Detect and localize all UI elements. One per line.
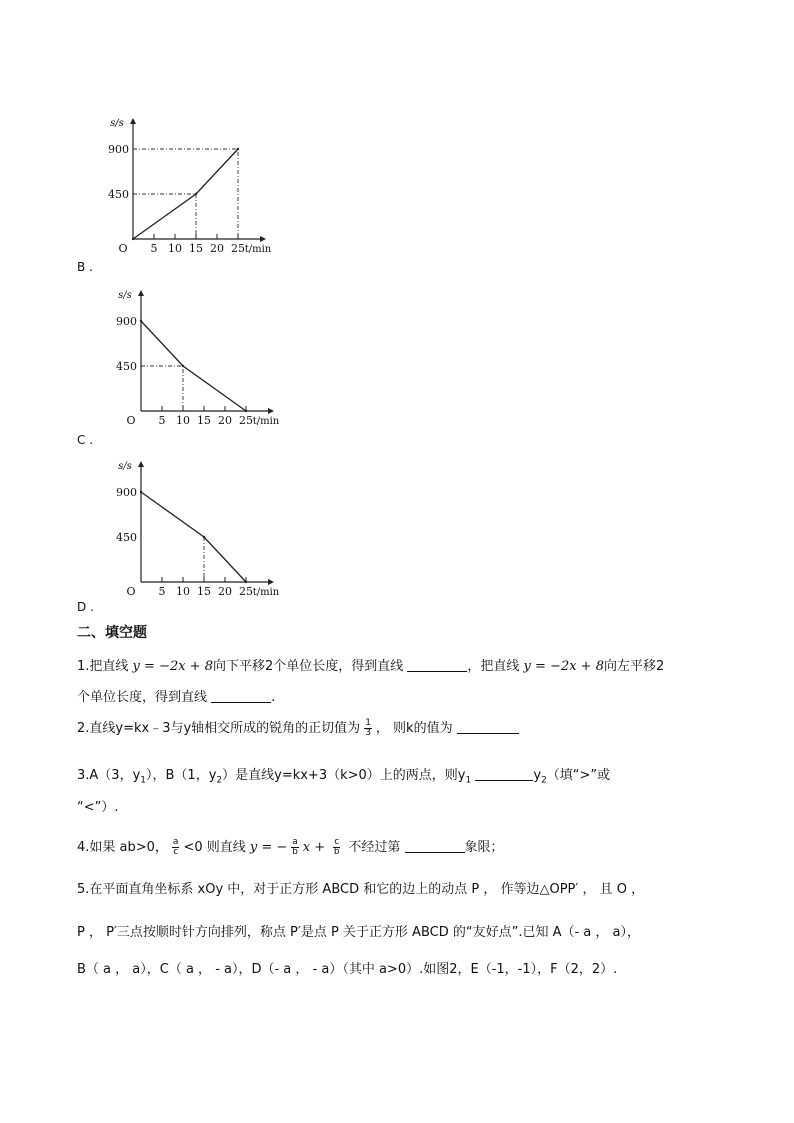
data-point	[140, 320, 142, 322]
answer-blank[interactable]	[407, 659, 467, 672]
origin-label: O	[118, 242, 128, 255]
x-axis-arrow	[268, 408, 274, 414]
y-tick-label: 450	[116, 360, 137, 373]
question-5-line-3: B（ a ， a），C（ a ， - a），D（- a ， - a）（其中 a>0）.如图2，E（-1，-1），F（2，2）.	[77, 962, 618, 977]
distance-time-graph-c	[108, 284, 298, 434]
x-tick-label: 15	[197, 414, 211, 427]
y-axis-label: s/s	[118, 461, 132, 472]
y-tick-label: 450	[108, 188, 129, 201]
y-tick-label: 900	[116, 315, 137, 328]
series-line	[141, 492, 246, 582]
fraction: $\frac{c}{b}$	[333, 837, 340, 857]
question-5-line-1: 5.在平面直角坐标系 xOy 中，对于正方形 ABCD 和它的边上的动点 P ， 作等边△OPP′ ， 且 O ，	[77, 882, 645, 897]
option-c-label: C .	[77, 433, 94, 447]
x-axis-label: t/min	[244, 244, 272, 255]
data-point	[182, 365, 184, 367]
x-tick-label: 10	[176, 414, 190, 427]
y-axis-label: s/s	[110, 118, 124, 129]
question-5-line-2: P ， P′三点按顺时针方向排列，称点 P′是点 P 关于正方形 ABCD 的“友好点”.已知 A（- a ， a），	[77, 925, 641, 940]
x-tick-label: 5	[158, 585, 166, 598]
x-tick-label: 25	[239, 414, 253, 427]
distance-time-graph-b	[100, 112, 290, 262]
x-tick-label: 5	[158, 414, 166, 427]
chart-option-d	[108, 455, 298, 605]
origin-label: O	[126, 585, 136, 598]
data-point	[245, 581, 247, 583]
x-axis-label: t/min	[252, 587, 280, 598]
question-3-line-2: “<”）.	[77, 800, 119, 815]
option-d-label: D .	[77, 600, 94, 614]
x-axis-label: t/min	[252, 416, 280, 427]
x-axis-arrow	[260, 236, 266, 242]
y-tick-label: 450	[116, 531, 137, 544]
x-tick-label: 15	[189, 242, 203, 255]
x-tick-label: 10	[168, 242, 182, 255]
fraction: $\frac{a}{b}$	[292, 837, 298, 857]
y-tick-label: 900	[108, 143, 129, 156]
y-axis-label: s/s	[118, 290, 132, 301]
x-tick-label: 5	[150, 242, 158, 255]
y-axis-arrow	[138, 461, 144, 467]
x-tick-label: 10	[176, 585, 190, 598]
chart-option-c	[108, 284, 298, 434]
y-axis-arrow	[138, 290, 144, 296]
fraction: $\frac{1}{3}$	[365, 718, 371, 738]
y-tick-label: 900	[116, 486, 137, 499]
guide-line	[141, 366, 183, 411]
distance-time-graph-d	[108, 455, 298, 605]
option-b-label: B .	[77, 260, 93, 274]
y-axis-arrow	[130, 118, 136, 124]
question-4: 4.如果 ab>0， $\frac{a}{c}$ <0 则直线 y = − $\frac{a}{b}$ x + $\frac{c}{b}$ 不经过第 象限；	[77, 837, 504, 857]
answer-blank[interactable]	[405, 840, 465, 853]
question-1-line-2: 个单位长度，得到直线 .	[77, 690, 276, 705]
x-tick-label: 25	[231, 242, 245, 255]
chart-option-b	[100, 112, 290, 262]
data-point	[140, 491, 142, 493]
x-tick-label: 20	[218, 585, 232, 598]
data-point	[132, 238, 134, 240]
answer-blank[interactable]	[211, 690, 271, 703]
fraction: $\frac{a}{c}$	[172, 837, 179, 857]
x-tick-label: 20	[210, 242, 224, 255]
section-title: 二、填空题	[77, 625, 147, 641]
x-axis-arrow	[268, 579, 274, 585]
data-point	[195, 193, 197, 195]
origin-label: O	[126, 414, 136, 427]
question-3-line-1: 3.A（3，$y_1$），B（1，$y_2$）是直线y=kx+3（k>0）上的两点，则$y_1$ $y_2$（填“>”或	[77, 768, 611, 786]
answer-blank[interactable]	[475, 768, 533, 781]
data-point	[203, 536, 205, 538]
question-1-line-1: 1.把直线 y = −2x + 8向下平移2个单位长度，得到直线 ，把直线 y = −2x + 8向左平移2	[77, 659, 665, 674]
answer-blank[interactable]	[457, 721, 519, 734]
x-tick-label: 15	[197, 585, 211, 598]
question-2: 2.直线y=kx﹣3与y轴相交所成的锐角的正切值为 $\frac{1}{3}$ ， 则k的值为	[77, 717, 519, 738]
x-tick-label: 25	[239, 585, 253, 598]
data-point	[245, 410, 247, 412]
data-point	[237, 148, 239, 150]
x-tick-label: 20	[218, 414, 232, 427]
